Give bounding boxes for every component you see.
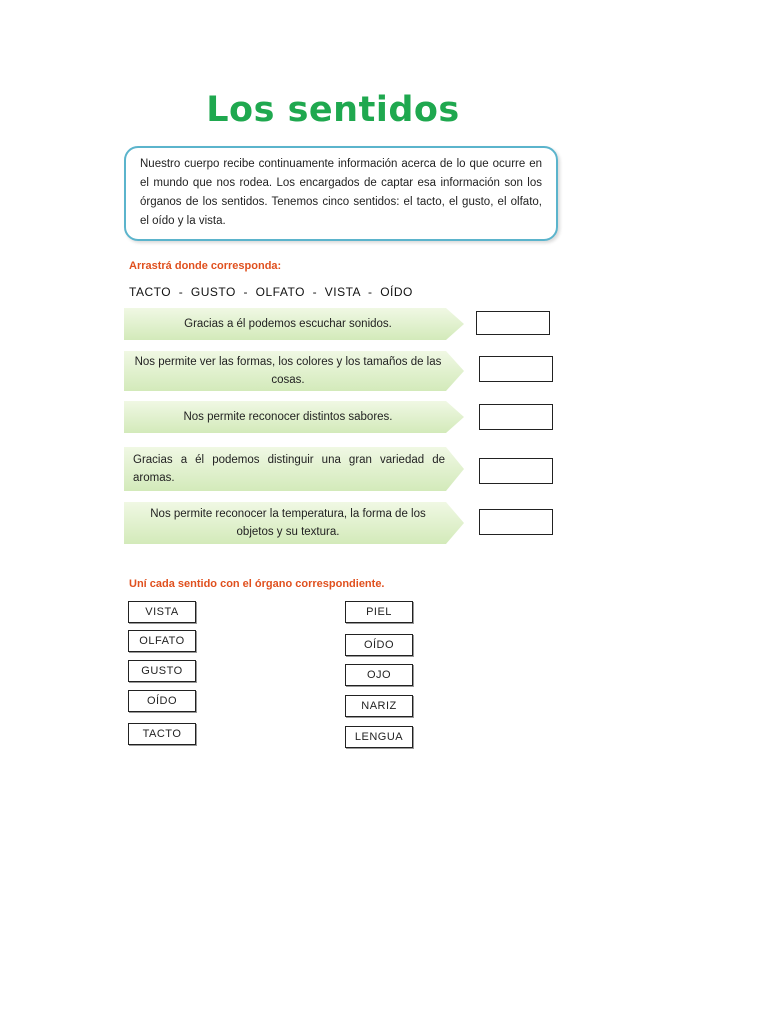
organ-box-oido[interactable]: OÍDO bbox=[345, 634, 413, 656]
intro-box: Nuestro cuerpo recibe continuamente información acerca de lo que ocurre en el mundo que nos rodea. Los encargados de captar esa información son los órganos de los sentidos. Tenemos cinco sentidos: el tacto, el gusto, el olfato, el oído y la vista. bbox=[124, 146, 558, 241]
clue-text: Gracias a él podemos escuchar sonidos. bbox=[184, 318, 392, 330]
activity2-instruction: Uní cada sentido con el órgano correspondiente. bbox=[129, 578, 385, 590]
sense-box-gusto[interactable]: GUSTO bbox=[128, 660, 196, 682]
sense-box-tacto[interactable]: TACTO bbox=[128, 723, 196, 745]
clue-row-2 bbox=[124, 351, 464, 391]
clue-text: Gracias a él podemos distinguir una gran variedad de aromas. bbox=[133, 454, 445, 484]
organ-box-nariz[interactable]: NARIZ bbox=[345, 695, 413, 717]
page-title: Los sentidos bbox=[206, 90, 460, 130]
organ-box-ojo[interactable]: OJO bbox=[345, 664, 413, 686]
sense-box-vista[interactable]: VISTA bbox=[128, 601, 196, 623]
clue-text: Nos permite reconocer la temperatura, la forma de los objetos y su textura. bbox=[150, 508, 426, 538]
drop-box-2[interactable] bbox=[479, 356, 553, 382]
clue-text: Nos permite ver las formas, los colores y los tamaños de las cosas. bbox=[134, 356, 442, 386]
organ-box-piel[interactable]: PIEL bbox=[345, 601, 413, 623]
clue-row-4 bbox=[124, 447, 464, 491]
clue-row-1 bbox=[124, 308, 464, 340]
senses-word-bank: TACTO - GUSTO - OLFATO - VISTA - OÍDO bbox=[129, 285, 413, 299]
clue-text: Nos permite reconocer distintos sabores. bbox=[183, 411, 393, 423]
organ-box-lengua[interactable]: LENGUA bbox=[345, 726, 413, 748]
sense-box-oido[interactable]: OÍDO bbox=[128, 690, 196, 712]
sense-box-olfato[interactable]: OLFATO bbox=[128, 630, 196, 652]
activity1-instruction: Arrastrá donde corresponda: bbox=[129, 260, 282, 272]
drop-box-3[interactable] bbox=[479, 404, 553, 430]
drop-box-1[interactable] bbox=[476, 311, 550, 335]
drop-box-4[interactable] bbox=[479, 458, 553, 484]
clue-row-5 bbox=[124, 502, 464, 544]
clue-row-3 bbox=[124, 401, 464, 433]
drop-box-5[interactable] bbox=[479, 509, 553, 535]
